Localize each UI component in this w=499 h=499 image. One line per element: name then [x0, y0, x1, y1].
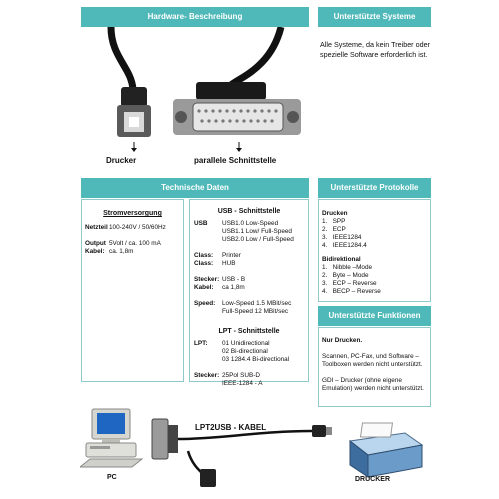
power-title: Stromversorgung [103, 210, 162, 217]
protocol-item: 1. SPP [322, 218, 346, 225]
lpt-mode-row: LPT: 01 Unidirectional 02 Bi-directional 03 1284.4 Bi-directional [194, 340, 290, 363]
pc-icon [80, 409, 142, 467]
functions-box [318, 327, 431, 407]
cable-line [178, 431, 312, 439]
protocol-item: 1. Nibble –Mode [322, 264, 373, 271]
printer-icon [350, 423, 422, 477]
protocol-item: 3. IEEE1284 [322, 234, 362, 241]
protocol-item: 2. Byte – Mode [322, 272, 369, 279]
power-box [81, 199, 184, 382]
protocols-box [318, 199, 431, 302]
functions-scan-text: Scannen, PC-Fax, und Software – Toolboxen werden nicht unterstützt. [322, 353, 423, 368]
usb-plug-icon [312, 425, 332, 437]
printer-label: DRUCKER [355, 476, 390, 483]
usb-class-row: Class: HUB [194, 260, 236, 267]
power-plug-icon [200, 469, 216, 487]
usb-lpt-box [189, 199, 309, 387]
usb-cable-row: Kabel: ca 1,8m [194, 284, 245, 291]
protocol-item: 2. ECP [322, 226, 346, 233]
arrow-down-icon [131, 142, 242, 152]
systems-text: Alle Systeme, da kein Treiber oder spezielle Software erforderlich ist. [320, 40, 430, 59]
tech-header: Technische Daten [81, 178, 309, 198]
label-printer: Drucker [106, 156, 137, 165]
cable-label: LPT2USB - KABEL [195, 423, 267, 432]
functions-print-only: Nur Drucken. [322, 337, 363, 344]
protocols-bidi-title: Bidirektional [322, 256, 361, 263]
lpt-plug-row: Stecker: 25Pol SUB-D IEEE-1284 - A [194, 372, 263, 387]
lpt-title: LPT - Schnittstelle [218, 328, 280, 335]
protocols-header: Unterstützte Protokolle [318, 178, 431, 198]
db25-connector-icon [173, 82, 301, 135]
usb-class-row: Class: Printer [194, 252, 241, 259]
power-row: Netzteil 100-240V / 50/60Hz [85, 224, 166, 231]
usb-plug-row: Stecker: USB - B [194, 276, 246, 283]
usb-speed-row: Speed: Low-Speed 1.5 MBit/sec Full-Speed 12 MBit/sec [194, 300, 292, 315]
pc-label: PC [107, 474, 117, 481]
systems-header: Unterstützte Systeme [318, 7, 431, 27]
protocol-item: 4. IEEE1284.4 [322, 242, 367, 249]
protocol-item: 3. ECP – Reverse [322, 280, 377, 287]
functions-header: Unterstützte Funktionen [318, 306, 431, 326]
usb-b-plug-icon [117, 87, 151, 137]
hardware-photo [81, 27, 309, 167]
db25-plug-icon [152, 419, 178, 459]
label-parallel: parallele Schnittstelle [194, 156, 277, 165]
protocol-item: 4. BECP – Reverse [322, 288, 381, 295]
usb-title: USB - Schnittstelle [217, 208, 281, 215]
power-row: Output 5Volt / ca. 100 mA [85, 240, 161, 247]
hardware-header: Hardware- Beschreibung [81, 7, 309, 27]
usb-version-row: USB USB1.0 Low-Speed USB1.1 Low/ Full-Speed USB2.0 Low / Full-Speed [194, 220, 294, 243]
functions-gdi-text: GDI – Drucker (ohne eigene Emulation) werden nicht unterstützt. [322, 377, 424, 392]
power-row: Kabel: ca. 1,8m [85, 248, 134, 255]
protocols-print-title: Drucken [322, 210, 348, 217]
